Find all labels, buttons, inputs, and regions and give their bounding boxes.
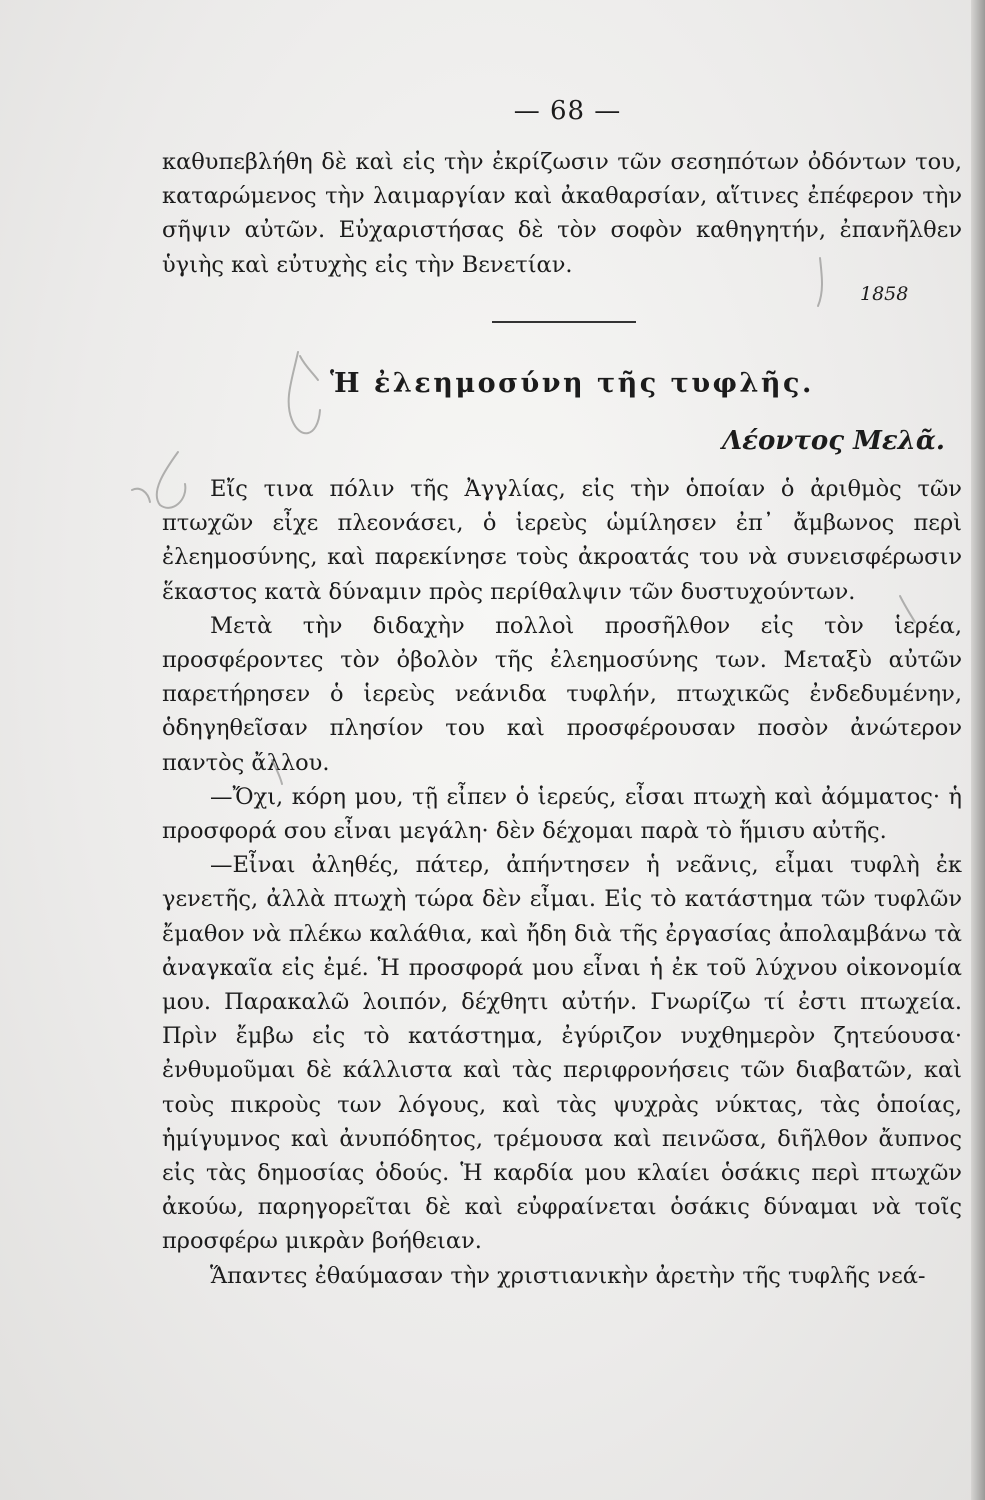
story-author: Λέοντος Μελᾶ. [722,426,945,456]
story-paragraph: Ἅπαντες ἐθαύμασαν τὴν χριστιανικὴν ἀρετὴν τῆς τυφλῆς νεά- [210,1262,926,1289]
page-edge-shadow [971,0,985,1500]
page-number: — 68 — [513,96,622,126]
date-label: 1858 [860,283,909,305]
story-title: Ἡ ἐλεημοσύνη τῆς τυφλῆς. [330,368,814,399]
intro-text [162,145,962,282]
section-divider [492,321,636,323]
story-paragraph: Εἴς τινα πόλιν τῆς Ἀγγλίας, εἰς τὴν ὁποίαν ὁ ἀριθμὸς τῶν πτωχῶν εἶχε πλεονάσει, ὁ ἱερεὺς ὡμίλησεν ἐπ᾽ ἄμβωνος περὶ ἐλεημοσύνης, καὶ παρεκίνησε τοὺς ἀκροατάς του νὰ συνεισφέρωσιν ἕκαστος κατὰ δύναμιν πρὸς περίθαλψιν τῶν δυστυχούντων. [162,476,962,605]
intro-paragraph: καθυπεβλήθη δὲ καὶ εἰς τὴν ἐκρίζωσιν τῶν σεσηπότων ὀδόντων του, καταρώμενος τὴν λαιμαργίαν καὶ ἀκαθαρσίαν, αἵτινες ἐπέφερον τὴν σῆψιν αὐτῶν. Εὐχαριστήσας δὲ τὸν σοφὸν καθηγητήν, ἐπανῆλθεν ὑγιὴς καὶ εὐτυχὴς εἰς τὴν Βενετίαν. [162,149,962,278]
story-body [162,472,962,1293]
story-paragraph: Μετὰ τὴν διδαχὴν πολλοὶ προσῆλθον εἰς τὸν ἱερέα, προσφέροντες τὸν ὀβολὸν τῆς ἐλεημοσύνης των. Μεταξὺ αὐτῶν παρετήρησεν ὁ ἱερεὺς νεάνιδα τυφλήν, πτωχικῶς ἐνδεδυμένην, ὁδηγηθεῖσαν πλησίον του καὶ προσφέρουσαν ποσὸν ἀνώτερον παντὸς ἄλλου. [162,612,962,776]
story-paragraph: —Ὄχι, κόρη μου, τῇ εἶπεν ὁ ἱερεύς, εἶσαι πτωχὴ καὶ ἀόμματος· ἡ προσφορά σου εἶναι μεγάλη· δὲν δέχομαι παρὰ τὸ ἥμισυ αὐτῆς. [162,783,962,845]
story-paragraph: —Εἶναι ἀληθές, πάτερ, ἀπήντησεν ἡ νεᾶνις, εἶμαι τυφλὴ ἐκ γενετῆς, ἀλλὰ πτωχὴ τώρα δὲν εἶμαι. Εἰς τὸ κατάστημα τῶν τυφλῶν ἔμαθον νὰ πλέκω καλάθια, καὶ ἤδη διὰ τῆς ἐργασίας ἀπολαμβάνω τὰ ἀναγκαῖα εἰς ἐμέ. Ἡ προσφορά μου εἶναι ἡ ἐκ τοῦ λύχνου οἰκονομία μου. Παρακαλῶ λοιπόν, δέχθητι αὐτήν. Γνωρίζω τί ἐστι πτωχεία. Πρὶν ἔμβω εἰς τὸ κατάστημα, ἐγύριζον νυχθημερὸν ζητεύουσα· ἐνθυμοῦμαι δὲ κάλλιστα καὶ τὰς περιφρονήσεις τῶν διαβατῶν, καὶ τοὺς πικροὺς των λόγους, καὶ τὰς ψυχρὰς νύκτας, τὰς ὁποίας, ἡμίγυμνος καὶ ἀνυπόδητος, τρέμουσα καὶ πεινῶσα, διῆλθον ἄυπνος εἰς τὰς δημοσίας ὁδούς. Ἡ καρδία μου κλαίει ὁσάκις περὶ πτωχῶν ἀκούω, παρηγορεῖται δὲ καὶ εὐφραίνεται ὁσάκις δύναμαι νὰ τοῖς προσφέρω μικρὰν βοήθειαν. [162,852,962,1255]
